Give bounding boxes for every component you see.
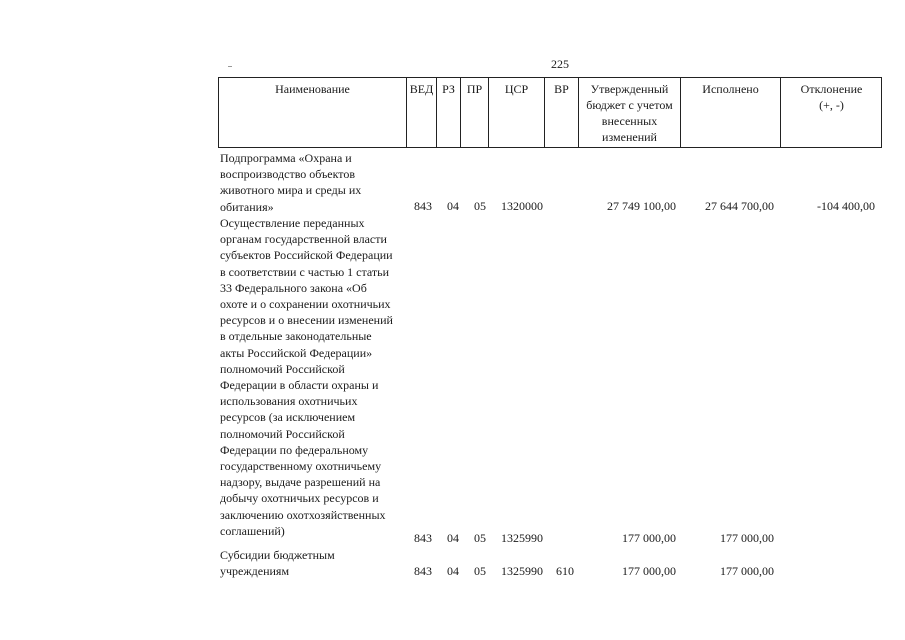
row-2-name-line: Федерации по федеральному	[220, 442, 369, 457]
row-3-vr: 610	[556, 564, 574, 578]
row-1-executed: 27 644 700,00	[705, 199, 774, 213]
row-3-rz: 04	[447, 564, 459, 578]
header-vr: ВР	[544, 77, 578, 148]
header-pr: ПР	[460, 77, 488, 148]
row-1-name	[220, 150, 406, 215]
header-executed: Исполнено	[680, 77, 780, 148]
row-1-approved: 27 749 100,00	[607, 199, 676, 213]
row-2-name-line: добычу охотничьих ресурсов и	[220, 491, 379, 506]
header-deviation-line: Отклонение	[800, 82, 863, 96]
scan-speck	[228, 66, 232, 67]
row-3-name	[220, 547, 406, 579]
row-2-name-line: акты Российской Федерации»	[220, 345, 373, 360]
row-2-rz: 04	[447, 531, 459, 545]
row-2-name-line: государственному охотничьему	[220, 459, 382, 474]
row-1-name-line: животного мира и среды их	[220, 183, 362, 198]
row-2-name-line: Федерации в области охраны и	[220, 378, 379, 393]
row-2-name-line: охоте и о сохранении охотничьих	[220, 297, 391, 312]
row-2-name-line: органам государственной власти	[220, 232, 387, 247]
row-1-name-line: воспроизводство объектов	[220, 167, 356, 182]
row-2-executed: 177 000,00	[720, 531, 774, 545]
row-2-name-line: использования охотничьих	[220, 394, 358, 409]
row-1-deviation: -104 400,00	[817, 199, 875, 213]
row-2-name-line: ресурсов и о внесении изменений	[220, 313, 393, 328]
row-2-name-line: надзору, выдаче разрешений на	[220, 475, 381, 490]
row-2-name-line: полномочий Российской	[220, 361, 345, 376]
row-1-csr: 1320000	[501, 199, 543, 213]
row-1-name-line: Подпрограмма «Охрана и	[220, 151, 352, 165]
header-approved-line: бюджет с учетом	[586, 98, 673, 112]
row-3-pr: 05	[474, 564, 486, 578]
header-approved	[578, 77, 680, 148]
row-2-name-line: в соответствии с частью 1 статьи	[220, 264, 390, 279]
row-2-name-line: соглашений)	[220, 523, 285, 538]
row-2-name	[220, 215, 406, 539]
row-2-name-line: Осуществление переданных	[220, 216, 365, 230]
row-2-name-line: 33 Федерального закона «Об	[220, 280, 367, 295]
row-3-name-line: учреждениям	[220, 564, 290, 579]
row-1-rz: 04	[447, 199, 459, 213]
row-2-approved: 177 000,00	[622, 531, 676, 545]
row-2-ved: 843	[414, 531, 432, 545]
header-approved-line: Утвержденный	[590, 82, 669, 96]
row-2-pr: 05	[474, 531, 486, 545]
header-bottom-rule	[218, 147, 882, 148]
row-2-name-line: субъектов Российской Федерации	[220, 248, 393, 263]
row-3-executed: 177 000,00	[720, 564, 774, 578]
row-2-name-line: в отдельные законодательные	[220, 329, 372, 344]
header-approved-line: изменений	[602, 130, 657, 144]
row-2-name-line: заключению охотхозяйственных	[220, 507, 386, 522]
row-1-name-line: обитания»	[220, 199, 274, 214]
page-number: 225	[551, 57, 569, 71]
row-3-approved: 177 000,00	[622, 564, 676, 578]
header-deviation-line: (+, -)	[819, 98, 844, 112]
row-3-ved: 843	[414, 564, 432, 578]
row-1-pr: 05	[474, 199, 486, 213]
header-rz: РЗ	[436, 77, 460, 148]
row-2-name-line: ресурсов (за исключением	[220, 410, 356, 425]
row-3-csr: 1325990	[501, 564, 543, 578]
row-2-csr: 1325990	[501, 531, 543, 545]
row-2-name-line: полномочий Российской	[220, 426, 345, 441]
header-approved-line: внесенных	[601, 114, 658, 128]
table-header	[218, 77, 882, 148]
header-csr: ЦСР	[488, 77, 544, 148]
header-ved: ВЕД	[406, 77, 436, 148]
header-name: Наименование	[218, 77, 406, 148]
row-1-ved: 843	[414, 199, 432, 213]
header-deviation	[780, 77, 882, 148]
row-3-name-line: Субсидии бюджетным	[220, 548, 335, 562]
header-right-rule	[881, 77, 882, 148]
